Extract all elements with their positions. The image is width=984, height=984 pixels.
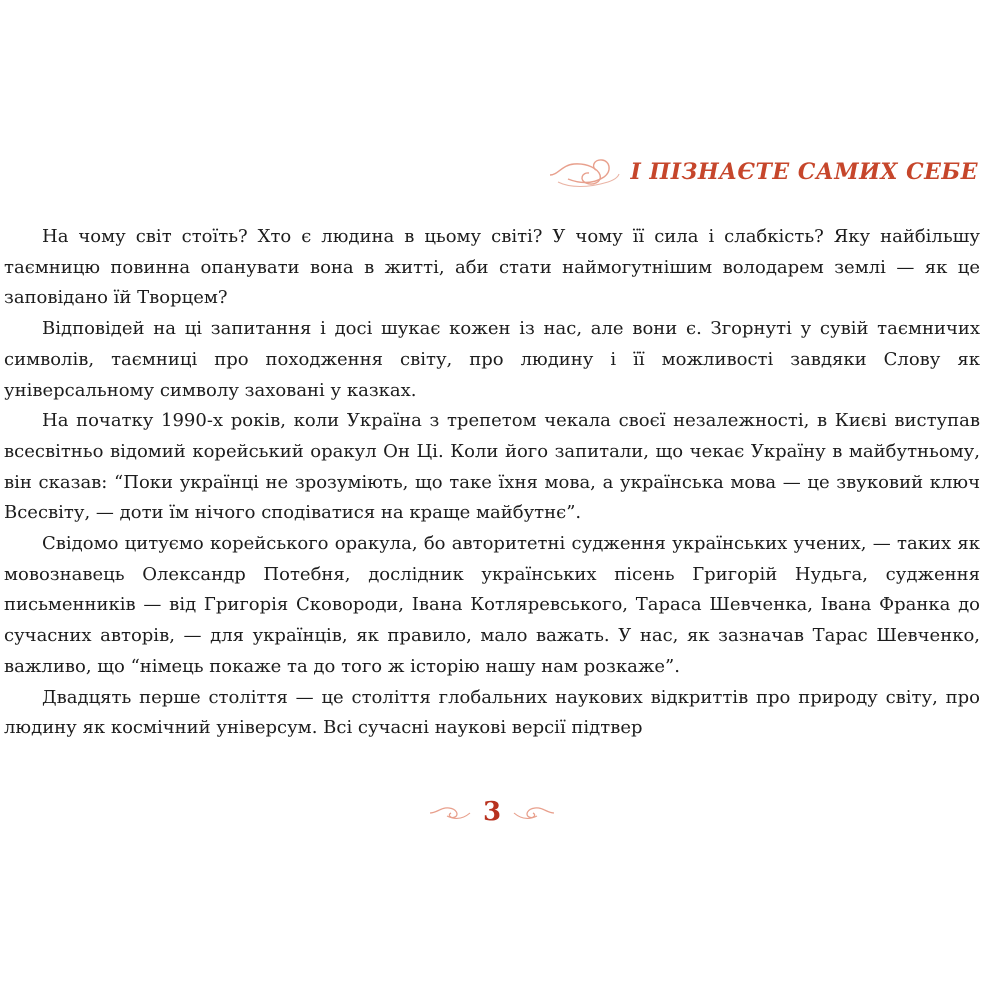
running-header xyxy=(548,152,978,192)
paragraph-1: На чому світ стоїть? Хто є людина в цьому світі? У чому її сила і слабкість? Яку найбільшу таємницю повинна опанувати вона в житті, аби стати наймогутнішим володарем землі — як це заповідано їй Творцем? xyxy=(4,226,980,309)
paragraph-5: Двадцять перше століття — це століття глобальних наукових відкриттів про природу світу, про людину як космічний універсум. Всі сучасні наукові версії підтвер xyxy=(4,686,980,739)
curl-ornament-right-icon xyxy=(513,803,555,821)
curl-ornament-left-icon xyxy=(429,803,471,821)
body-text xyxy=(4,222,980,744)
paragraph-4: Свідомо цитуємо корейського оракула, бо авторитетні судження українських учених, — таких як мовознавець Олександр Потебня, дослідник українських пісень Григорій Нудьга, судження письменників — від Григорія Сковороди, Івана Котляревського, Тараса Шевченка, Івана Франка до сучасних авторів, — для українців, як правило, мало важать. У нас, як зазначав Тарас Шевченко, важливо, що “німець покаже та до того ж історію нашу нам розкаже”. xyxy=(4,533,980,677)
paragraph-3: На початку 1990-х років, коли Україна з трепетом чекала своєї незалежності, в Києві виступав всесвітньо відомий корейський оракул Он Ці. Коли його запитали, що чекає Україну в майбутньому, він сказав: “Поки українці не зрозуміють, що таке їхня мова, а українська мова — це звуковий ключ Всесвіту, — доти їм нічого сподіватися на краще майбутнє”. xyxy=(4,410,980,524)
paragraph-2: Відповідей на ці запитання і досі шукає кожен із нас, але вони є. Згорнуті у сувій таємничих символів, таємниці про походження світу, про людину і її можливості завдяки Слову як універсальному символу заховані у казках. xyxy=(4,318,980,401)
section-title: І ПІЗНАЄТЕ САМИХ СЕБЕ xyxy=(630,159,978,185)
swirl-ornament-icon xyxy=(548,155,620,189)
page-footer xyxy=(0,794,984,830)
page-number: 3 xyxy=(482,797,502,827)
